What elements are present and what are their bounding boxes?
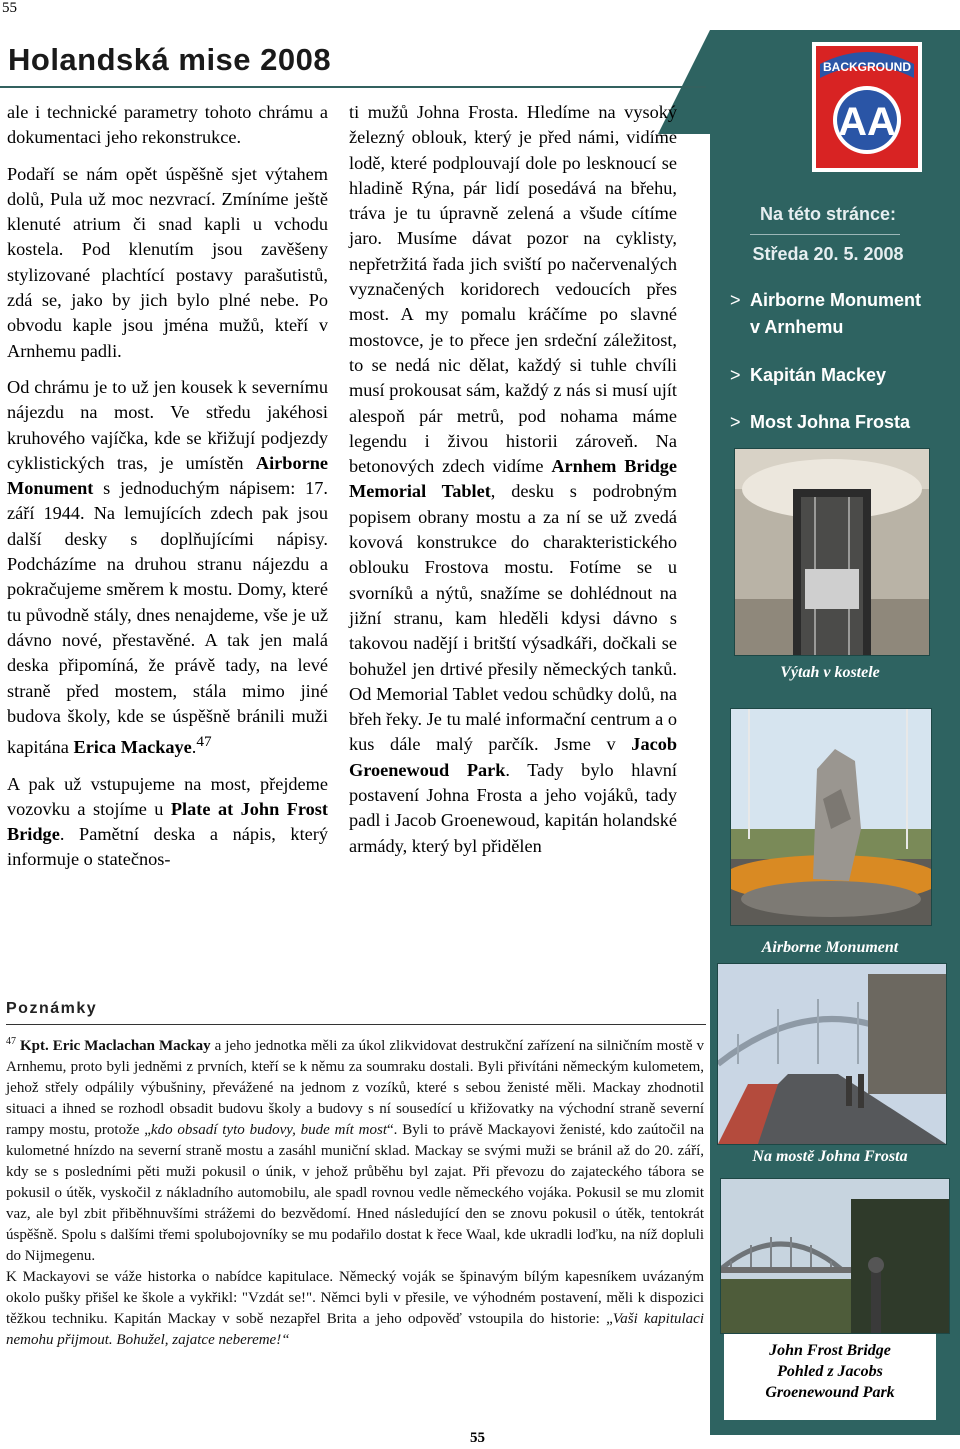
page-title: Holandská mise 2008 (8, 42, 332, 77)
bullet-arrow-icon: > (730, 412, 741, 432)
footnote-text: a jeho jednotka měli za úkol zlikvidovat destrukční zařízení na silničním mostě v Arnhemu, proto byli jedněmi z prvních, kteří se k němu za soumraku dostali. Byli přivítáni německým kulometem, jehož střely odpálily výbušniny, převážené na jednom z vozíků, které s sebou ženisté měli. Mackay zhodnotil situaci a ihned se rozhodl obsadit budovu školy a budovy s ní sousedící u křižovatky na východní straně severní rampy mostu, protože „ (6, 1038, 704, 1138)
footnote-quote-end: “ (281, 1332, 290, 1348)
paragraph (7, 100, 328, 151)
bullet-arrow-icon: > (730, 290, 741, 310)
photo-caption-monument: Airborne Monument (761, 939, 899, 956)
sidebar-item-most-johna-frosta (730, 409, 940, 436)
paragraph (7, 772, 328, 873)
photo-caption-bridge: Na mostě Johna Frosta (752, 1148, 908, 1165)
paragraph-text: . Tady bylo hlavní postavení Johna Frosta a jeho vojáků, tady padl i Jacob Groenewoud, kapitán holandské armády, který byl přidělen (349, 759, 677, 856)
sidebar-item-label: Most Johna Frosta (750, 412, 911, 432)
sidebar-date: Středa 20. 5. 2008 (752, 244, 904, 264)
bullet-arrow-icon: > (730, 365, 741, 385)
bold-term-memorial-tablet: Arnhem Bridge Memorial Tablet (349, 456, 678, 502)
sidebar-item-airborne-monument (730, 287, 940, 341)
paragraph (7, 162, 328, 364)
paragraph-text: Podaří se nám opět úspěšně sjet výtahem dolů, Pula už moc nezvrací. Zmíníme ještě klenuté atrium či snad kapli u vchodu kostela. Pod klenutím jsou zavěšeny stylizované plachtící postavy parašutistů, zdá se, jako by jich bylo plné nebe. Po obvodu kaple jsou jména mužů, kteří v Arnhemu padli. (7, 163, 328, 361)
bold-term-erica-mackaye: Erica Mackaye (73, 737, 192, 758)
bridge-photo (717, 963, 947, 1145)
footnote-text: “. Byli to právě Mackayovi ženisté, kdo zaútočil na kulometné hnízdo na severní straně mostu a zasáhl muniční sklad. Mackay se svými muži se bránil až do 20. září, kdy se s posledními pěti muži pokusil o únik, v jehož průběhu byl zajat. Při převozu do zajateckého tábora se pokusil o útěk, vyskočil z nákladního automobilu, ale spadl rovnou vedle německého vojáka. Pokusil se mu zlomit vaz, ale byl zbit přiběhnuvšími strážemi do bezvědomí. Hned následující den se znovu pokusil o útěk, tentokrát úspěšně. Spolu s dalšími třemi spolubojovníky se mu podařilo dostat k řece Waal, kde ukradli loďku, na níž dopluli do Nijmegenu. (6, 1122, 704, 1264)
paragraph-text: . Pamětní deska a nápis, který informuje o statečnos- (7, 824, 328, 870)
bold-term-groenewoud-park: Jacob Groenewoud Park (349, 734, 677, 780)
footnote-paragraph (6, 1267, 704, 1351)
sidebar-item-label-cont: v Arnhemu (750, 317, 844, 337)
paragraph-text: ale i technické parametry tohoto chrámu a dokumentaci jeho rekonstrukce. (7, 102, 328, 148)
photo-caption-elevator: Výtah v kostele (780, 664, 880, 681)
paragraph-text: Od chrámu je to už jen kousek k severnímu nájezdu na most. Ve středu jakéhosi kruhového vajíčka, kde se křižují podjezdy cyklistických tras, je umístěn (7, 376, 328, 473)
division-badge-logo (812, 42, 922, 172)
footnote-text: K Mackayovi se váže historka o nabídce kapitulace. Německý voják se špinavým bílým kapesníkem uvázaným okolo pušky přišel ke škole a vykřikl: "Vzdát se!". Němci byli v přesile, ve výhodném postavení, měli k dispozici těžkou techniku. Kapitán Mackay v sobě nezapřel Brita a jeho odpověď vstoupila do historie: „ (6, 1269, 704, 1327)
badge-tab-text: BACKGROUND (823, 60, 911, 74)
footnote-number: 47 (6, 1036, 16, 1047)
sidebar-item-kapitan-mackey (730, 362, 940, 389)
caption-line: Pohled z Jacobs (777, 1363, 883, 1380)
footnote-paragraph (6, 1031, 704, 1267)
sidebar-item-label: Kapitán Mackey (750, 365, 887, 385)
caption-line: John Frost Bridge (769, 1342, 891, 1359)
bold-term-plate: Plate at John Frost Bridge (7, 798, 328, 845)
airborne-monument-photo (730, 708, 932, 926)
sidebar-heading: Na této stránce: (759, 204, 897, 224)
paragraph-text: A pak už vstupujeme na most, přejdeme vozovku a stojíme u (7, 773, 328, 819)
badge-letters: AA (838, 100, 896, 144)
notes-heading: Poznámky (6, 1000, 98, 1017)
john-frost-bridge-photo (720, 1178, 950, 1334)
title-underline (0, 86, 706, 88)
text-column-right (349, 100, 677, 859)
footnote (6, 1031, 704, 1351)
notes-divider (6, 1024, 706, 1025)
footnote-quote: kdo obsadí tyto budovy, bude mít most (150, 1122, 388, 1138)
paragraph-text: ti mužů Johna Frosta. Hledíme na vysoký železný oblouk, který je před námi, vidíme lodě, které podplouvají dole po lesknoucí se hladině Rýna, pár lidí posedává na břehu, tráva je tu úpravně zelená a všude cítíme jaro. Musíme dávat pozor na cyklisty, nepřetržitá řada jich sviští po načervenalých vyznačených koridorech vedoucích přes most. A my pomalu kráčíme po slavné mostovce, je to přece jen srdeční záležitost, to se nedá nic dělat, každý si tuhle chvíli musí prokousat sám, každý z nás si musí ujít alespoň pár metrů, pod nohama máme legendu i živou historii zároveň. Na betonových zdech vidíme (349, 102, 677, 477)
footnote-lead: Kpt. Eric Maclachan Mackay (19, 1038, 211, 1054)
bold-term-airborne-monument: Airborne Monument (7, 452, 328, 499)
footnote-quote: Vaši kapitulaci nemohu přijmout. Bohužel, zajatce nebereme! (6, 1311, 704, 1348)
paragraph-text: , desku s podrobným popisem obrany mostu a za ní se už zvedá kovová konstrukce do charakteristického oblouku Frostova mostu. Fotíme se u svorníků a nýtů, snažíme se dohlédnout na jižní stranu, kam hleděli kdysi dávno s takovou nadějí i britští výsadkáři, dočkali se bohužel jen drtivé přesily německých tanků. Od Memorial Tablet vedou schůdky dolů, na břeh řeky. Je tu malé informační centrum a o kus dále malý parčík. Jsme v (349, 481, 678, 755)
paragraph-text: s jednoduchým nápisem: 17. září 1944. Na lemujících zdech pak jsou další desky s doplňujícími nápisy. Podcházíme na druhou stranu nájezdu a pokračujeme směrem k mostu. Domy, které tu původně stály, dnes nenajdeme, vše je už dávno nové, přestavěné. A tak jen malá deska připomíná, že právě tady, na levé straně před mostem, stála mimo jiné budova školy, kde se úspěšně bránili muži kapitána (7, 478, 328, 758)
sidebar-item-label: Airborne Monument (750, 290, 921, 310)
paragraph (349, 100, 677, 859)
elevator-photo (734, 448, 930, 656)
caption-line: Groenewound Park (765, 1384, 895, 1401)
photo-caption-john-frost-bridge (724, 1340, 936, 1403)
page-number-top: 55 (2, 0, 17, 16)
paragraph: Od chrámu je to už jen kousek k severnímu nájezdu na most. Ve středu jakéhosi kruhového vajíčka, kde se křižují podjezdy cyklistických tras, je umístěn Airborne Monument s jednoduchým nápisem: 17. září 1944. Na lemujících zdech pak jsou další desky s doplňujícími nápisy. Podcházíme na druhou stranu nájezdu a pokračujeme směrem k mostu. Domy, které tu původně stály, dnes nenajdeme, vše je už dávno nové, přestavěné. A tak jen malá deska připomíná, že právě tady, na levé straně před mostem, stála mimo jiné budova školy, kde se úspěšně bránili muži kapitána Erica Mackaye.$^{47}$ (7, 376, 328, 758)
page-number-bottom: 55 (470, 1430, 485, 1446)
text-column-left (7, 100, 328, 873)
footnote-ref: 47 (196, 733, 212, 751)
sidebar-heading-rule (750, 234, 900, 235)
